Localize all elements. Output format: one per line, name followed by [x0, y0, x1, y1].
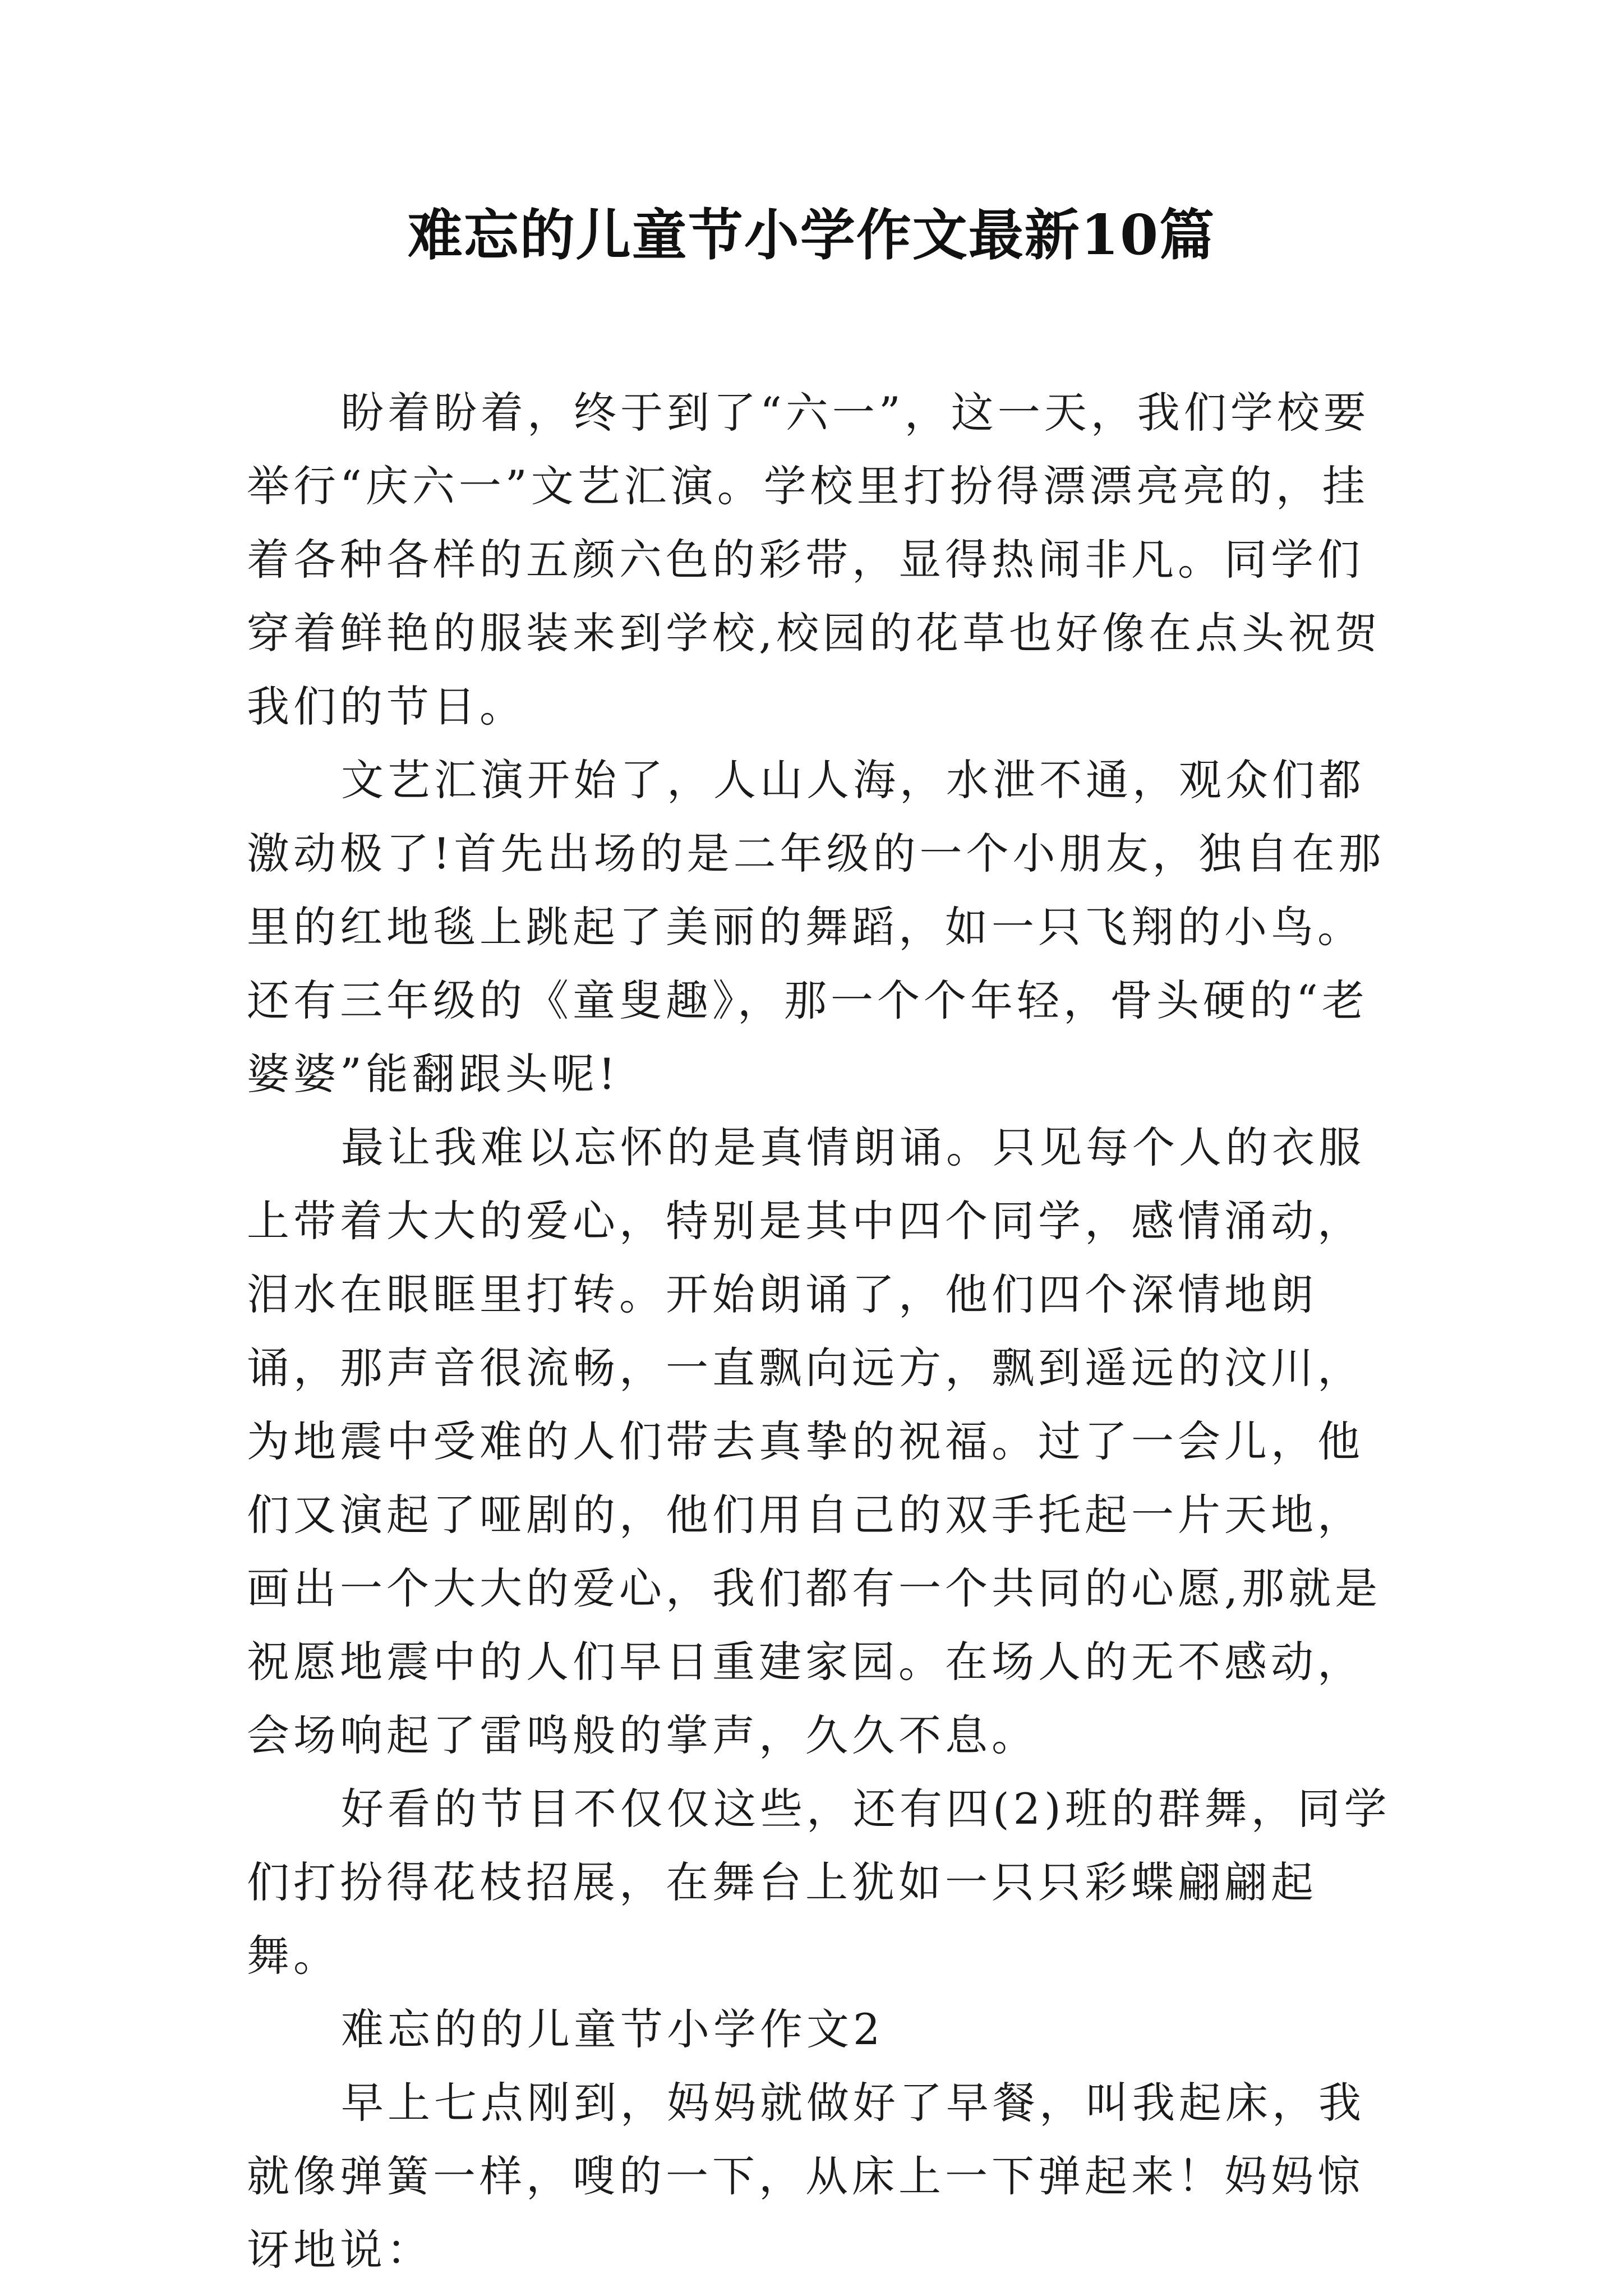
document-title: 难忘的儿童节小学作文最新10篇: [407, 203, 1216, 268]
paragraph-1: 盼着盼着，终于到了“六一”，这一天，我们学校要举行“庆六一”文艺汇演。学校里打扮得漂漂亮亮的，挂着各种各样的五颜六色的彩带，显得热闹非凡。同学们穿着鲜艳的服装来到学校,校园的花草也好像在点头祝贺我们的节日。: [247, 388, 1382, 731]
paragraph-2: 文艺汇演开始了，人山人海，水泄不通，观众们都激动极了!首先出场的是二年级的一个小朋友，独自在那里的红地毯上跳起了美丽的舞蹈，如一只飞翔的小鸟。还有三年级的《童叟趣》，那一个个年轻，骨头硬的“老婆婆”能翻跟头呢!: [247, 755, 1385, 1099]
paragraph-4: 好看的节目不仅仅这些，还有四(2)班的群舞，同学们打扮得花枝招展，在舞台上犹如一只只彩蝶翩翩起舞。: [247, 1784, 1391, 1981]
section-heading-2: 难忘的的儿童节小学作文2: [341, 2004, 884, 2054]
paragraph-5: 早上七点刚到，妈妈就做好了早餐，叫我起床，我就像弹簧一样，嗖的一下，从床上一下弹起来！妈妈惊讶地说：: [247, 2078, 1365, 2275]
document-body: [247, 376, 1402, 2286]
paragraph-3: 最让我难以忘怀的是真情朗诵。只见每个人的衣服上带着大大的爱心，特别是其中四个同学，感情涌动，泪水在眼眶里打转。开始朗诵了，他们四个深情地朗诵，那声音很流畅，一直飘向远方，飘到遥远的汶川，为地震中受难的人们带去真挚的祝福。过了一会儿，他们又演起了哑剧的，他们用自己的双手托起一片天地，画出一个大大的爱心，我们都有一个共同的心愿,那就是祝愿地震中的人们早日重建家园。在场人的无不感动，会场响起了雷鸣般的掌声，久久不息。: [247, 1122, 1382, 1760]
